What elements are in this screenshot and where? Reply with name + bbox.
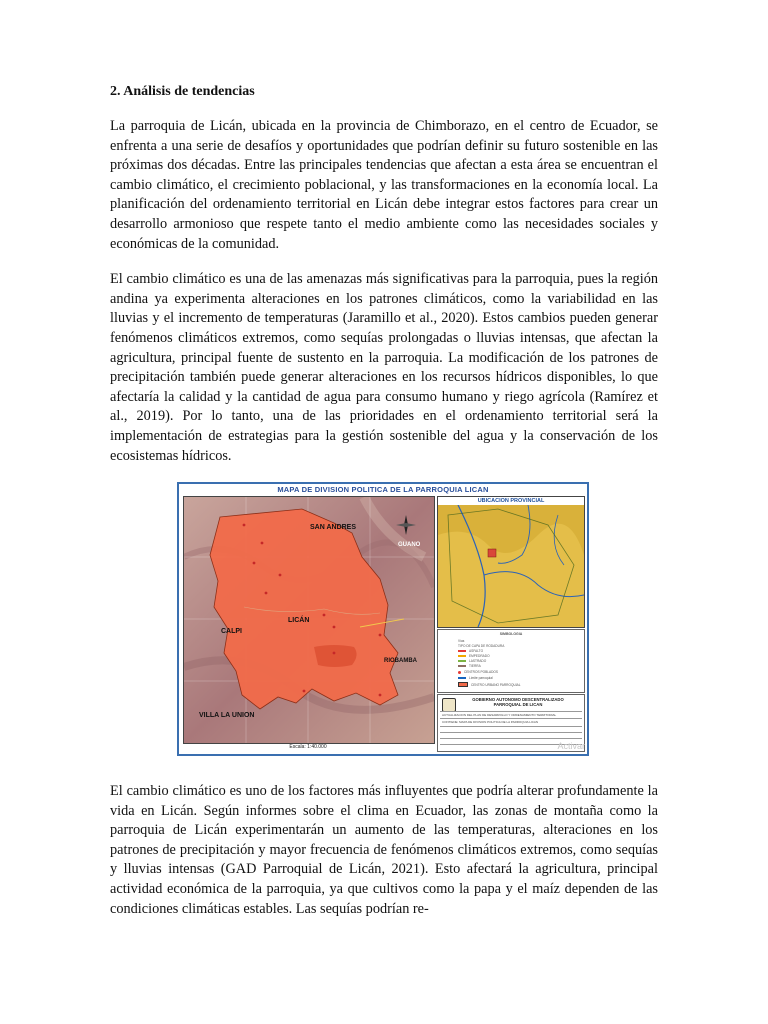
paragraph-1: La parroquia de Licán, ubicada en la provincia de Chimborazo, en el centro de Ecuador, se enfrenta a una serie de desafíos y oportunidades que podrían definir su futuro sostenible en las próximas dos décadas. Entre las principales tendencias que afectan a esta área se encuentran el cambio climático, el crecimiento poblacional, y las transformaciones en la economía local. La planificación del ordenamiento territorial en Licán debe integrar estos factores para crear un desarrollo armonioso que respete tanto el medio ambiente como las necesidades sociales y económicas de la comunidad.	[110, 118, 658, 252]
label-guano: GUANO	[398, 542, 421, 549]
main-map	[183, 496, 435, 744]
map-title: MAPA DE DIVISION POLITICA DE LA PARROQUIA LICAN	[277, 485, 489, 495]
legend-item: ASFALTO	[458, 649, 483, 653]
legend-title: SIMBOLOGIA	[499, 632, 523, 637]
legend-item: Límite parroquial	[458, 676, 493, 680]
gad-name: GOBIERNO AUTONOMO DESCENTRALIZADO PARROQUIAL DE LICAN	[472, 697, 564, 708]
section-heading: 2. Análisis de tendencias	[110, 84, 255, 99]
plan-name: ACTUALIZACION DEL PLAN DE DESARROLLO Y ORDENAMIENTO TERRITORIAL	[442, 713, 557, 718]
legend-item: Vías	[458, 639, 465, 644]
legend-item: EMPEDRADO	[458, 654, 490, 658]
inset-title: UBICACION PROVINCIAL	[438, 497, 584, 505]
inset-highlight	[488, 549, 496, 557]
label-villa-la-union: VILLA LA UNION	[199, 712, 255, 720]
label-riobamba: RIOBAMBA	[384, 658, 417, 665]
paragraph-3: El cambio climático es uno de los factores más influyentes que podría alterar profundamente la vida en Licán. Según informes sobre el clima en Ecuador, las zonas de montaña como la parroquia de Licán experimentarán un aumento de las temperaturas, alteraciones en los patrones de precipitación y mayor frecuencia de fenómenos climáticos extremos, como sequías y lluvias intensas (GAD Parroquial de Licán, 2021). Esto afectará la agricultura, principal actividad económica de la parroquia, ya que cultivos como la papa y el maíz dependen de las condiciones climáticas estables. Las sequías podrían re-	[110, 783, 658, 917]
legend-item: TIPO DE CAPA DE RODADURA	[458, 644, 505, 649]
map-legend	[437, 629, 585, 693]
legend-item: TIERRA	[458, 664, 481, 668]
legend-item: CENTRO URBANO PARROQUIAL	[458, 682, 521, 687]
label-lican: LICÁN	[288, 617, 310, 625]
legend-item: CENTROS POBLADOS	[458, 670, 498, 674]
inset-map-graphic	[438, 505, 584, 627]
inset-map	[437, 496, 585, 628]
paragraph-2: El cambio climático es una de las amenazas más significativas para la parroquia, pues la región andina ya experimenta alteraciones en los patrones climáticos, como la variabilidad en las lluvias y el incremento de temperaturas (Jaramillo et al., 2020). Estos cambios pueden generar fenómenos climáticos extremos, como sequías prolongadas o lluvias intensas, que afectan la agricultura, principal fuente de sustento en la parroquia. La modificación de los patrones de precipitación también puede generar alteraciones en los recursos hídricos disponibles, lo que afectaría la calidad y la cantidad de agua para consumo humano y riego agrícola (Ramírez et al., 2019). Por lo tanto, una de las prioridades en el ordenamiento territorial será la implementación de estrategias para la gestión sostenible del agua y la conservación de los ecosistemas hídricos.	[110, 271, 658, 464]
legend-item: LASTRADO	[458, 659, 486, 663]
map-scale: Escala: 1:40.000	[289, 744, 327, 751]
content-label: CONTIENE: MAPA DE DIVISION POLITICA DE LA PARROQUIA LICAN	[442, 720, 539, 725]
document-page	[110, 84, 658, 935]
activation-watermark: Activar	[557, 741, 585, 752]
map-figure	[177, 482, 589, 756]
label-san-andres: SAN ANDRES	[310, 524, 357, 532]
label-calpi: CALPI	[221, 628, 242, 636]
gad-seal-icon	[442, 698, 456, 712]
